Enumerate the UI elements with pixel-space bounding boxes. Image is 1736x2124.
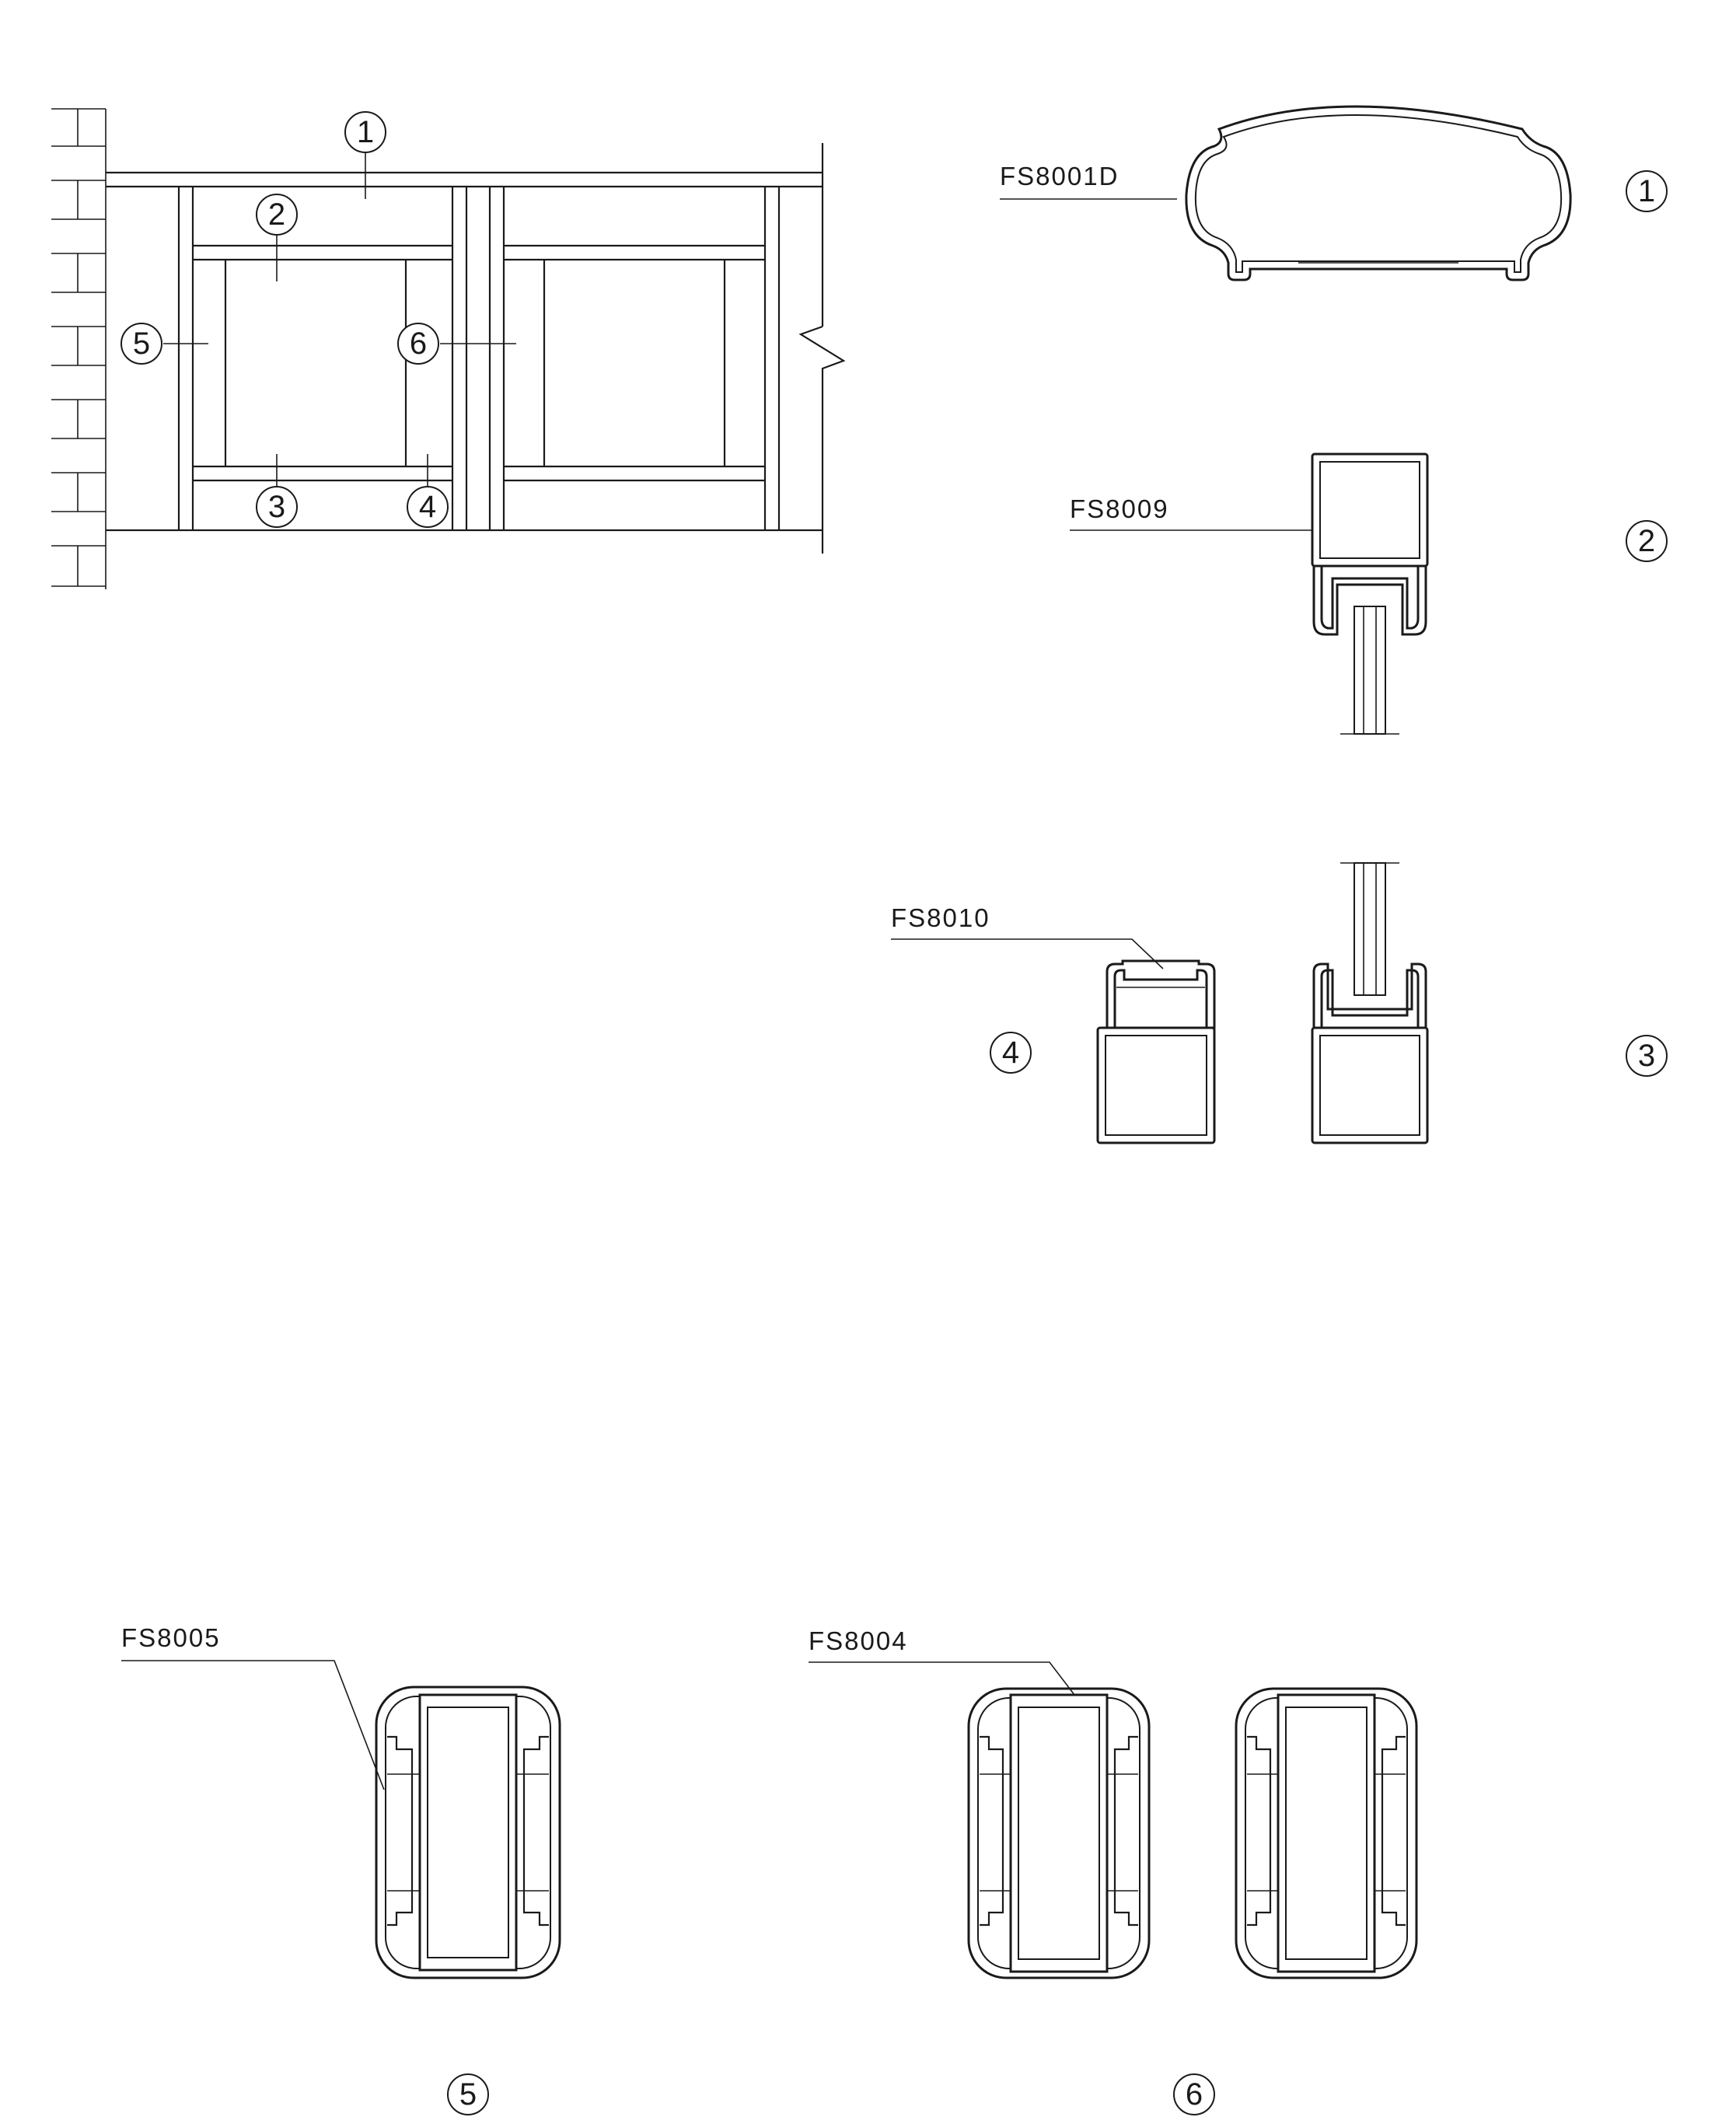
svg-text:1: 1 (1637, 174, 1656, 208)
elevation-callout-5 (121, 323, 162, 364)
svg-text:5: 5 (459, 2077, 477, 2112)
railing-elevation (51, 109, 844, 589)
section-middle-post (809, 1626, 1416, 2115)
top-rail-glass (1354, 606, 1385, 734)
svg-text:6: 6 (409, 327, 428, 361)
section-callout-1 (1626, 171, 1667, 211)
section-callout-6 (1174, 2074, 1214, 2115)
handrail-profile-inner (1196, 115, 1561, 272)
top-rail-code: FS8009 (1070, 494, 1169, 523)
section-callout-3 (1626, 1036, 1667, 1076)
svg-text:4: 4 (418, 490, 437, 524)
section-callout-2 (1626, 521, 1667, 561)
bottom-rail-glass (1354, 863, 1385, 995)
elevation-callout-2 (257, 194, 297, 235)
section-end-post (121, 1623, 560, 2115)
section-callout-5 (448, 2074, 488, 2115)
svg-text:5: 5 (132, 327, 151, 361)
end-post-code: FS8005 (121, 1623, 221, 1652)
elevation-callout-4 (407, 487, 448, 527)
svg-text:4: 4 (1001, 1036, 1020, 1070)
svg-text:1: 1 (356, 115, 375, 149)
elevation-leaders (163, 149, 516, 488)
svg-text:6: 6 (1185, 2077, 1203, 2112)
elevation-handrail (106, 143, 823, 327)
elevation-middle-post (452, 187, 504, 530)
elevation-end-post (179, 187, 193, 530)
svg-text:2: 2 (1637, 524, 1656, 558)
break-line (801, 327, 844, 554)
svg-text:2: 2 (267, 197, 286, 232)
handrail-code: FS8001D (1000, 162, 1119, 190)
elevation-callout-3 (257, 487, 297, 527)
section-bottom-rail-cap (891, 903, 1214, 1143)
elevation-right-post (765, 187, 779, 530)
section-top-rail (1070, 454, 1667, 734)
wall-hatch (51, 109, 106, 589)
section-handrail (1000, 107, 1667, 280)
section-bottom-rail (1312, 863, 1667, 1143)
elevation-callout-6 (398, 323, 438, 364)
svg-text:3: 3 (1637, 1039, 1656, 1073)
elevation-callout-1 (345, 112, 386, 152)
section-callout-4 (990, 1032, 1031, 1073)
bottom-rail-cap-code: FS8010 (891, 903, 990, 932)
svg-text:3: 3 (267, 490, 286, 524)
middle-post-code: FS8004 (809, 1626, 908, 1655)
elevation-panel-right (504, 246, 765, 480)
